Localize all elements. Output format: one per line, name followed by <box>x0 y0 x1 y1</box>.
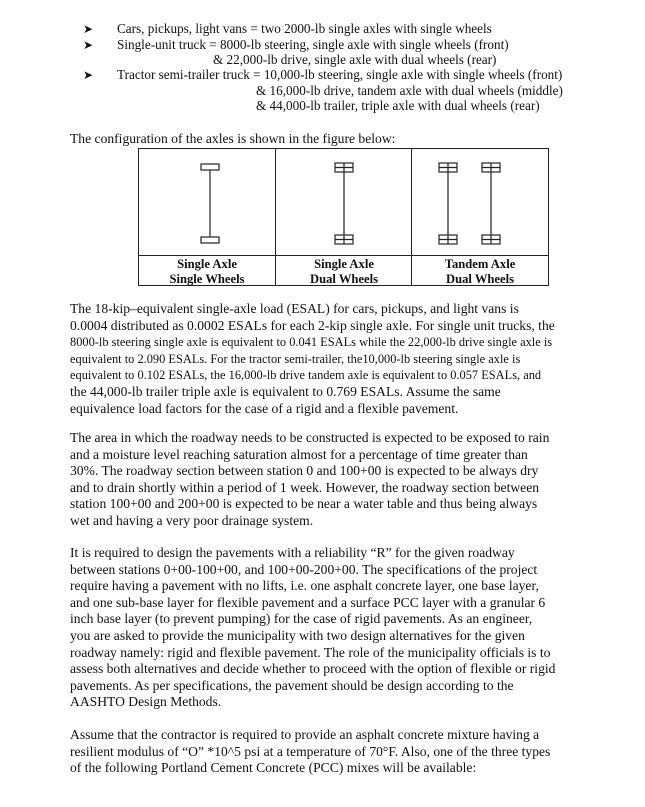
caption-single-axle-single-wheels: Single Axle Single Wheels <box>169 257 245 286</box>
list-item-tractor-semi-trailer: Tractor semi-trailer truck = 10,000-lb steering, single axle with single wheels (front) <box>117 67 563 82</box>
caption-tandem-axle-dual-wheels: Tandem Axle Dual Wheels <box>444 257 516 286</box>
paragraph-esal: The 18-kip–equivalent single-axle load (ESAL) for cars, pickups, and light vans is 0.0004 distributed as 0.0002 ESALs for each 2-kip single axle. For single unit trucks, the 8000-lb steering single axle is equivalent to 0.041 ESALs while the 22,000-lb drive single axle is equivalent to 2.090 ESALs. For the tractor semi-trailer, the10,000-lb steering single axle is equivalent to 0.102 ESALs, the 16,000-lb drive tandem axle is equivalent to 0.057 ESALs, and the 44,000-lb trailer triple axle is equivalent to 0.769 ESALs. Assume the same equivalence load factors for the case of a rigid and a flexible pavement. <box>70 301 555 416</box>
paragraph-contractor: Assume that the contractor is required to provide an asphalt concrete mixture having a resilient modulus of “O” *10^5 psi at a temperature of 70°F. Also, one of the three types of the following Portland Cement Concrete (PCC) mixes will be available: <box>70 727 551 776</box>
caption-single-axle-dual-wheels: Single Axle Dual Wheels <box>310 257 378 286</box>
figure-intro: The configuration of the axles is shown in the figure below: <box>70 131 396 146</box>
axle-configuration-figure <box>138 148 549 286</box>
bullet-arrow-icon: ➤ <box>83 68 94 82</box>
bullet-arrow-icon: ➤ <box>83 22 94 36</box>
list-item-cars: Cars, pickups, light vans = two 2000-lb single axles with single wheels <box>117 21 492 36</box>
paragraph-area: The area in which the roadway needs to be constructed is expected to be exposed to rain and a moisture level reaching saturation almost for a percentage of time greater than 30%. The roadway section between station 0 and 100+00 is expected to be always dry and to drain shortly within a period of 1 week. However, the roadway section between station 100+00 and 200+00 is expected to be near a water table and thus being always wet and having a very poor drainage system. <box>70 430 550 528</box>
list-item-tractor-cont-1: & 16,000-lb drive, tandem axle with dual wheels (middle) <box>256 83 563 98</box>
list-item-tractor-cont-2: & 44,000-lb trailer, triple axle with dual wheels (rear) <box>256 98 540 113</box>
paragraph-design: It is required to design the pavements with a reliability “R” for the given roadway between stations 0+00-100+00, and 100+00-200+00. The specifications of the project require having a pavement with no lifts, i.e. one asphalt concrete layer, one base layer, and one sub-base layer for flexible pavement and a surface PCC layer with a granular 6 inch base layer (to prevent pumping) for the case of rigid pavements. As an engineer, you are asked to provide the municipality with two design alternatives for the given roadway namely: rigid and flexible pavement. The role of the municipality officials is to assess both alternatives and decide whether to proceed with the option of flexible or rigid pavements. As per specifications, the pavement should be design according to the AASHTO Design Methods. <box>70 545 556 710</box>
list-item-single-unit-truck: Single-unit truck = 8000-lb steering, single axle with single wheels (front) <box>117 37 509 52</box>
axle-drawings <box>139 149 550 255</box>
single-axle-single-wheels-icon <box>201 164 219 243</box>
single-axle-dual-wheels-icon <box>335 163 353 244</box>
figure-caption-rule <box>139 255 548 256</box>
bullet-arrow-icon: ➤ <box>83 38 94 52</box>
list-item-single-unit-truck-cont: & 22,000-lb drive, single axle with dual wheels (rear) <box>213 52 497 67</box>
tandem-axle-dual-wheels-icon <box>439 163 500 244</box>
